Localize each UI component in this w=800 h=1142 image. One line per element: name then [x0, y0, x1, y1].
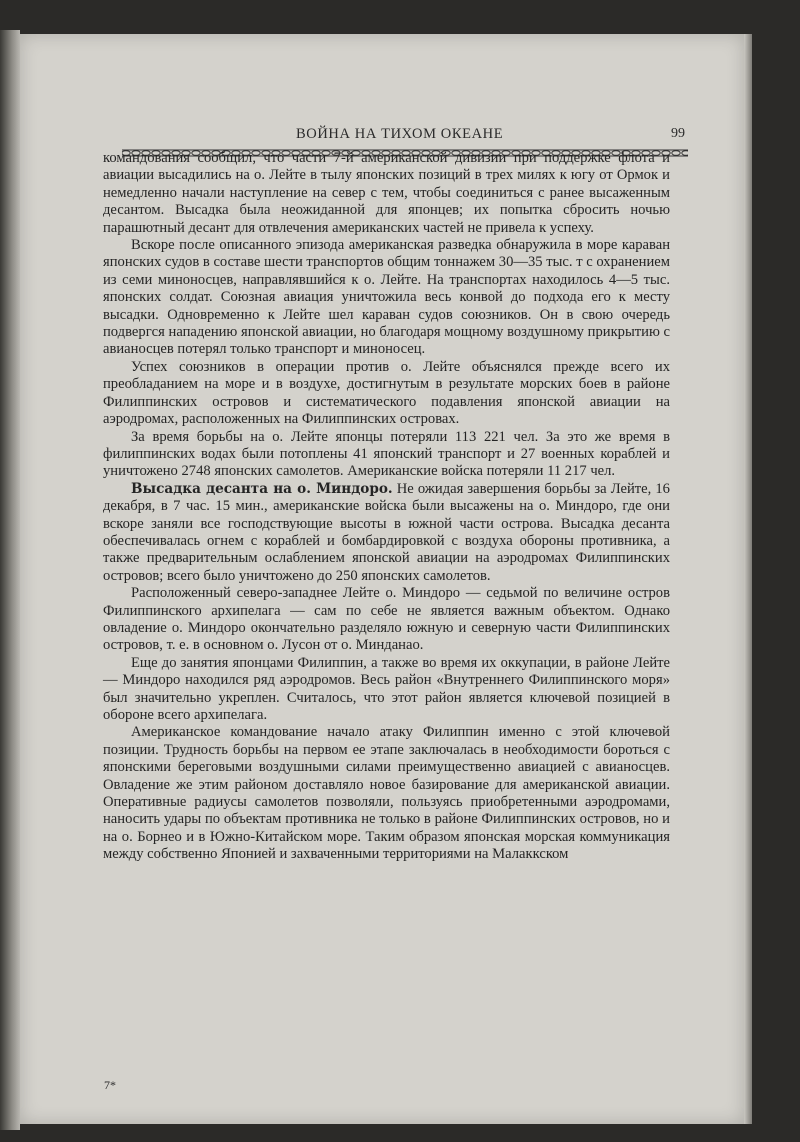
page-edge-shadow — [744, 34, 752, 1124]
paragraph: командования сообщил, что части 7-й американской дивизии при поддержке флота и авиации высадились на о. Лейте в тылу японских позиций в трех милях к югу от Ормок и немедленно начали наступление на север с тем, чтобы соединиться с ранее высаженным десантом. Высадка была неожиданной для японцев; их попытка сбросить ночью парашютный десант для отвлечения американских частей не привела к успеху. — [103, 150, 670, 236]
body-text — [103, 150, 670, 864]
paragraph-text: Не ожидая завершения борьбы за Лейте, 16 декабря, в 7 час. 15 мин., американские войска были высажены на о. Миндоро, где они вскоре заняли все господствующие высоты в южной части острова. Высадка десанта обеспечивалась огнем с кораблей и бомбардировкой с воздуха обороны противника, а также предварительным ослаблением японской авиации на аэродромах Филиппинских островов; всего было уничтожено до 250 японских самолетов. — [103, 480, 670, 584]
section-heading: Высадка десанта на о. Миндоро. — [131, 480, 393, 497]
paragraph: Успех союзников в операции против о. Лейте объяснялся прежде всего их преобладанием на море и в воздухе, достигнутым в результате морских боев в районе Филиппинских островов и систематического подавления японской авиации на аэродромах, расположенных на Филиппинских островах. — [103, 358, 670, 428]
running-title: ВОЙНА НА ТИХОМ ОКЕАНЕ — [296, 126, 504, 142]
paragraph: Вскоре после описанного эпизода американская разведка обнаружила в море караван японских судов в составе шести транспортов общим тоннажем 30—35 тыс. т с охранением из семи миноносцев, направлявшийся к о. Лейте. На транспортах находилось 4—5 тыс. японских солдат. Союзная авиация уничтожила весь конвой до подхода его к месту высадки. Одновременно к Лейте шел караван судов союзников. Он в свою очередь подвергся нападению японской авиации, но благодаря мощному воздушному прикрытию с авианосцев потерял только транспорт и миноносец. — [103, 237, 670, 358]
page-number: 99 — [671, 126, 685, 141]
page-header — [90, 90, 690, 142]
paragraph: За время борьбы на о. Лейте японцы потеряли 113 221 чел. За это же время в филиппинских водах были потоплены 41 японский транспорт и 27 военных кораблей и уничтожено 2748 японских самолетов. Американские войска потеряли 11 217 чел. — [103, 428, 670, 480]
paragraph: Расположенный северо-западнее Лейте о. Миндоро — седьмой по величине остров Филиппинского архипелага — сам по себе не является важным объектом. Однако овладение о. Миндоро окончательно разделяло южную и северную части Филиппинских островов, т. е. в основном о. Лусон от о. Минданао. — [103, 585, 670, 654]
paragraph-with-heading — [103, 481, 670, 585]
paragraph: Еще до занятия японцами Филиппин, а также во время их оккупации, в районе Лейте — Миндоро находился ряд аэродромов. Весь район «Внутреннего Филиппинского моря» был значительно укреплен. Считалось, что этот район является ключевой позицией в обороне всего архипелага. — [103, 654, 670, 723]
adjacent-page-edge — [0, 30, 20, 1130]
paragraph: Американское командование начало атаку Филиппин именно с этой ключевой позиции. Трудность борьбы на первом ее этапе заключалась в необходимости бороться с японскими береговыми воздушными силами преимущественно авиацией с авианосцев. Овладение же этим районом доставляло новое базирование для американской авиации. Оперативные радиусы самолетов позволяли, пользуясь приобретенными аэродромами, наносить удары по объектам противника не только в районе Филиппинских островов, но и на о. Борнео и в Южно-Китайском море. Таким образом японская морская коммуникация между собственно Японией и захваченными территориями на Малаккском — [103, 724, 670, 863]
signature-mark: 7* — [104, 1078, 116, 1092]
